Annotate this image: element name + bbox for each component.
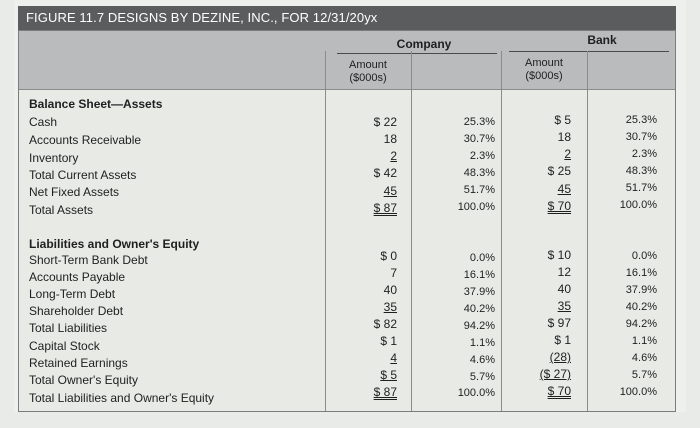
row-label: Total Liabilities xyxy=(29,321,108,335)
company-amount: 40 xyxy=(383,283,397,297)
bank-amount: 2 xyxy=(564,147,571,161)
bank-amount: $ 70 xyxy=(547,384,571,398)
row-label: Cash xyxy=(29,115,58,129)
bank-amount: 12 xyxy=(557,265,571,279)
company-header-rule xyxy=(337,53,497,54)
column-divider xyxy=(411,51,412,411)
company-amount: $ 1 xyxy=(380,334,397,348)
bank-amount: 40 xyxy=(557,282,571,296)
bank-percent: 40.2% xyxy=(625,301,657,313)
company-percent: 2.3% xyxy=(469,150,495,162)
row-label: Total Owner's Equity xyxy=(29,373,139,387)
row-label: Shareholder Debt xyxy=(29,304,124,318)
row-label: Capital Stock xyxy=(29,339,100,353)
bank-amount: ($ 27) xyxy=(539,367,571,381)
bank-percent: 100.0% xyxy=(619,386,657,398)
bank-amount: $ 97 xyxy=(547,316,571,330)
bank-percent: 0.0% xyxy=(631,250,657,262)
company-amount: 35 xyxy=(383,300,397,314)
row-label: Total Current Assets xyxy=(29,168,137,182)
company-percent: 1.1% xyxy=(469,337,495,349)
bank-percent: 4.6% xyxy=(631,352,657,364)
company-amount: 7 xyxy=(390,266,397,280)
company-percent: 30.7% xyxy=(463,133,495,145)
company-amount: 4 xyxy=(390,351,397,365)
company-percent: 48.3% xyxy=(463,167,495,179)
company-percent: 25.3% xyxy=(463,116,495,128)
bank-percent: 5.7% xyxy=(631,369,657,381)
company-amount: 18 xyxy=(383,132,397,146)
row-label: Total Assets xyxy=(29,203,94,217)
bank-percent: 30.7% xyxy=(625,131,657,143)
row-label: Retained Earnings xyxy=(29,356,128,370)
company-amount: $ 5 xyxy=(380,368,397,382)
bank-percent: 1.1% xyxy=(631,335,657,347)
company-percent: 100.0% xyxy=(457,201,495,213)
bank-percent: 48.3% xyxy=(625,165,657,177)
bank-amount: 18 xyxy=(557,130,571,144)
bank-percent: 100.0% xyxy=(619,199,657,211)
document-page xyxy=(14,0,686,412)
column-divider xyxy=(501,51,502,411)
company-percent: 40.2% xyxy=(463,303,495,315)
bank-percent: 25.3% xyxy=(625,114,657,126)
bank-percent: 51.7% xyxy=(625,182,657,194)
company-amount-units: ($000s) xyxy=(349,72,387,84)
company-amount: $ 22 xyxy=(373,115,397,129)
bank-amount: 35 xyxy=(557,299,571,313)
row-label: Long-Term Debt xyxy=(29,287,116,301)
row-label: Accounts Payable xyxy=(29,270,126,284)
company-amount-header xyxy=(333,59,403,85)
bank-amount: $ 70 xyxy=(547,199,571,213)
bank-percent: 37.9% xyxy=(625,284,657,296)
company-percent: 0.0% xyxy=(469,252,495,264)
figure-title: FIGURE 11.7 DESIGNS BY DEZINE, INC., FOR 12/31/20yx xyxy=(18,6,676,30)
row-label: Short-Term Bank Debt xyxy=(29,253,148,267)
bank-header: Bank xyxy=(587,33,617,47)
row-label: Net Fixed Assets xyxy=(29,185,120,199)
bank-header-rule xyxy=(509,51,669,52)
company-percent: 100.0% xyxy=(457,387,495,399)
company-amount-label: Amount xyxy=(349,59,387,71)
column-divider xyxy=(325,51,326,411)
company-percent: 94.2% xyxy=(463,320,495,332)
balance-sheet-table xyxy=(18,30,676,412)
company-percent: 16.1% xyxy=(463,269,495,281)
bank-amount: (28) xyxy=(549,350,571,364)
assets-heading: Balance Sheet—Assets xyxy=(29,97,163,111)
bank-amount: 45 xyxy=(557,182,571,196)
company-percent: 5.7% xyxy=(469,371,495,383)
bank-amount: $ 5 xyxy=(554,113,571,127)
bank-amount-label: Amount xyxy=(525,57,563,69)
company-percent: 51.7% xyxy=(463,184,495,196)
bank-percent: 94.2% xyxy=(625,318,657,330)
company-amount: $ 42 xyxy=(373,166,397,180)
bank-amount: $ 25 xyxy=(547,164,571,178)
row-label: Accounts Receivable xyxy=(29,133,142,147)
company-amount: 45 xyxy=(383,184,397,198)
row-label: Total Liabilities and Owner's Equity xyxy=(29,391,215,405)
row-label: Inventory xyxy=(29,151,79,165)
bank-percent: 16.1% xyxy=(625,267,657,279)
bank-amount-units: ($000s) xyxy=(525,70,563,82)
company-amount: 2 xyxy=(390,149,397,163)
bank-amount-header xyxy=(509,57,579,83)
bank-percent: 2.3% xyxy=(631,148,657,160)
company-percent: 4.6% xyxy=(469,354,495,366)
bank-amount: $ 1 xyxy=(554,333,571,347)
company-amount: $ 82 xyxy=(373,317,397,331)
company-percent: 37.9% xyxy=(463,286,495,298)
header-divider xyxy=(19,89,675,90)
bank-amount: $ 10 xyxy=(547,248,571,262)
company-amount: $ 87 xyxy=(373,385,397,399)
company-header: Company xyxy=(396,37,452,51)
liabilities-heading: Liabilities and Owner's Equity xyxy=(29,237,200,251)
company-amount: $ 0 xyxy=(380,249,397,263)
company-amount: $ 87 xyxy=(373,201,397,215)
